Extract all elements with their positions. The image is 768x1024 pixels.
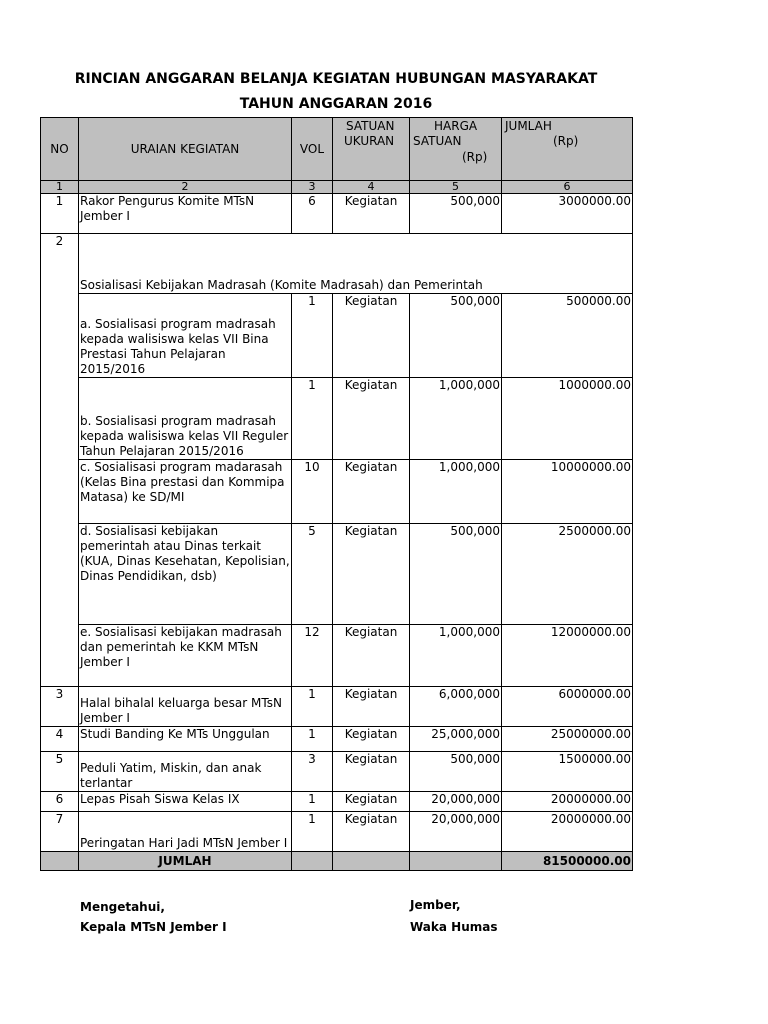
header-uraian: URAIAN KEGIATAN (79, 118, 292, 181)
row-harga: 6,000,000 (410, 687, 502, 727)
row-satuan: Kegiatan (333, 752, 410, 792)
header-satuan-line1: SATUAN (346, 119, 395, 133)
row-harga: 500,000 (410, 752, 502, 792)
row-no: 1 (41, 194, 79, 234)
row-harga: 1,000,000 (410, 625, 502, 687)
row-jumlah: 20000000.00 (502, 792, 633, 812)
column-number: 5 (410, 181, 502, 194)
row-harga: 500,000 (410, 524, 502, 625)
row-uraian: Halal bihalal keluarga besar MTsN Jember I (79, 687, 292, 727)
row-uraian: Studi Banding Ke MTs Unggulan (79, 727, 292, 752)
total-blank (41, 852, 79, 871)
row-vol: 6 (292, 194, 333, 234)
row-harga: 25,000,000 (410, 727, 502, 752)
column-number: 2 (79, 181, 292, 194)
document-subtitle: TAHUN ANGGARAN 2016 (239, 96, 433, 112)
column-number: 3 (292, 181, 333, 194)
row-satuan: Kegiatan (333, 194, 410, 234)
table-row (41, 294, 633, 378)
table-row (41, 687, 633, 727)
header-harga (410, 118, 502, 181)
row-no: 5 (41, 752, 79, 792)
row-satuan: Kegiatan (333, 378, 410, 460)
total-label: JUMLAH (79, 852, 292, 871)
total-blank (333, 852, 410, 871)
row-jumlah: 20000000.00 (502, 812, 633, 852)
row-satuan: Kegiatan (333, 460, 410, 524)
row-satuan: Kegiatan (333, 625, 410, 687)
row-vol: 1 (292, 727, 333, 752)
row-no: 4 (41, 727, 79, 752)
header-vol: VOL (292, 118, 333, 181)
row-vol: 1 (292, 812, 333, 852)
row-uraian: b. Sosialisasi program madrasah kepada walisiswa kelas VII Reguler Tahun Pelajaran 2015/2016 (79, 378, 292, 460)
row-vol: 12 (292, 625, 333, 687)
row-vol: 1 (292, 687, 333, 727)
signature-right-line1: Jember, (410, 898, 461, 912)
table-row (41, 625, 633, 687)
row-uraian: Peringatan Hari Jadi MTsN Jember I (79, 812, 292, 852)
table-row (41, 194, 633, 234)
row-harga: 500,000 (410, 194, 502, 234)
header-no: NO (41, 118, 79, 181)
total-row (41, 852, 633, 871)
row-satuan: Kegiatan (333, 792, 410, 812)
row-jumlah: 12000000.00 (502, 625, 633, 687)
row-jumlah: 10000000.00 (502, 460, 633, 524)
table-row (41, 812, 633, 852)
row-uraian: Peduli Yatim, Miskin, dan anak terlantar (79, 752, 292, 792)
document-title: RINCIAN ANGGARAN BELANJA KEGIATAN HUBUNGAN MASYARAKAT (74, 71, 598, 87)
header-harga-line1: HARGA (434, 119, 478, 133)
budget-table (40, 117, 633, 871)
total-blank (410, 852, 502, 871)
row-uraian: d. Sosialisasi kebijakan pemerintah atau Dinas terkait (KUA, Dinas Kesehatan, Kepolisian, Dinas Pendidikan, dsb) (79, 524, 292, 625)
row-satuan: Kegiatan (333, 687, 410, 727)
table-header-row (41, 118, 633, 181)
row-jumlah: 2500000.00 (502, 524, 633, 625)
row-no: 2 (41, 234, 79, 687)
row-harga: 1,000,000 (410, 460, 502, 524)
signature-left-line1: Mengetahui, (80, 900, 165, 914)
table-row (41, 524, 633, 625)
header-jumlah-line1: JUMLAH (505, 119, 552, 133)
row-satuan: Kegiatan (333, 524, 410, 625)
row-jumlah: 1000000.00 (502, 378, 633, 460)
row-jumlah: 25000000.00 (502, 727, 633, 752)
header-satuan (333, 118, 410, 181)
header-jumlah-line2: (Rp) (553, 134, 579, 148)
table-row (41, 752, 633, 792)
row-uraian: a. Sosialisasi program madrasah kepada walisiswa kelas VII Bina Prestasi Tahun Pelajaran 2015/2016 (79, 294, 292, 378)
header-satuan-line2: UKURAN (344, 134, 395, 148)
table-row (41, 378, 633, 460)
row-harga: 500,000 (410, 294, 502, 378)
header-jumlah (502, 118, 633, 181)
table-row (41, 460, 633, 524)
table-row (41, 792, 633, 812)
row-jumlah: 6000000.00 (502, 687, 633, 727)
column-number: 4 (333, 181, 410, 194)
total-blank (292, 852, 333, 871)
row-satuan: Kegiatan (333, 727, 410, 752)
row-vol: 3 (292, 752, 333, 792)
row-jumlah: 1500000.00 (502, 752, 633, 792)
row-no: 7 (41, 812, 79, 852)
header-harga-line2: SATUAN (413, 134, 462, 148)
row-jumlah: 3000000.00 (502, 194, 633, 234)
row-vol: 1 (292, 294, 333, 378)
header-harga-line3: (Rp) (462, 150, 488, 164)
column-number-row (41, 181, 633, 194)
row-uraian: Lepas Pisah Siswa Kelas IX (79, 792, 292, 812)
row-harga: 1,000,000 (410, 378, 502, 460)
row-uraian: Sosialisasi Kebijakan Madrasah (Komite Madrasah) dan Pemerintah (79, 234, 633, 294)
table-row (41, 727, 633, 752)
signature-right-line2: Waka Humas (410, 920, 498, 934)
row-uraian: Rakor Pengurus Komite MTsN Jember I (79, 194, 292, 234)
row-jumlah: 500000.00 (502, 294, 633, 378)
row-vol: 10 (292, 460, 333, 524)
row-uraian: c. Sosialisasi program madarasah (Kelas Bina prestasi dan Kommipa Matasa) ke SD/MI (79, 460, 292, 524)
table-row (41, 234, 633, 294)
row-uraian: e. Sosialisasi kebijakan madrasah dan pemerintah ke KKM MTsN Jember I (79, 625, 292, 687)
total-value: 81500000.00 (502, 852, 633, 871)
row-vol: 1 (292, 378, 333, 460)
row-vol: 1 (292, 792, 333, 812)
row-satuan: Kegiatan (333, 294, 410, 378)
row-harga: 20,000,000 (410, 812, 502, 852)
row-no: 3 (41, 687, 79, 727)
row-no: 6 (41, 792, 79, 812)
column-number: 1 (41, 181, 79, 194)
row-harga: 20,000,000 (410, 792, 502, 812)
column-number: 6 (502, 181, 633, 194)
signature-left-line2: Kepala MTsN Jember I (80, 920, 227, 934)
row-vol: 5 (292, 524, 333, 625)
row-satuan: Kegiatan (333, 812, 410, 852)
